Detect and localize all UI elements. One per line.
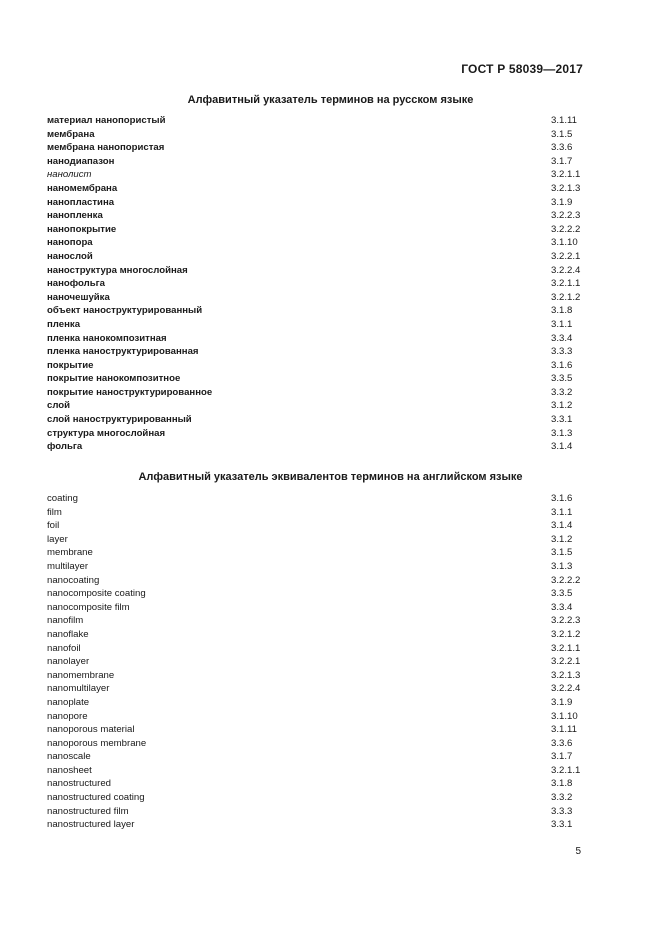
index-entry	[47, 655, 587, 669]
index-entry	[47, 345, 587, 359]
index-entry	[47, 492, 587, 506]
index-entry	[47, 236, 587, 250]
index-entry	[47, 209, 587, 223]
index-reference: 3.1.7	[551, 155, 573, 167]
index-entry	[47, 750, 587, 764]
index-entry	[47, 182, 587, 196]
index-term: multilayer	[47, 560, 89, 572]
index-entry	[47, 791, 587, 805]
index-entry	[47, 332, 587, 346]
index-term: покрытие наноструктурированное	[47, 386, 213, 398]
index-reference: 3.1.3	[551, 560, 573, 572]
index-term: nanostructured coating	[47, 792, 145, 804]
index-entry	[47, 114, 587, 128]
index-reference: 3.3.1	[551, 819, 573, 831]
russian-index-title: Алфавитный указатель терминов на русском языке	[187, 94, 474, 106]
index-reference: 3.1.6	[551, 359, 573, 371]
index-term: нанопластина	[47, 196, 115, 208]
index-reference: 3.2.2.2	[551, 223, 581, 235]
index-entry	[47, 723, 587, 737]
index-reference: 3.2.2.4	[551, 683, 581, 695]
index-term: nanomultilayer	[47, 683, 110, 695]
index-reference: 3.2.1.1	[551, 642, 581, 654]
index-reference: 3.1.1	[551, 318, 573, 330]
index-term: nanopore	[47, 710, 88, 722]
index-reference: 3.3.6	[551, 142, 573, 154]
index-reference: 3.1.4	[551, 520, 573, 532]
index-reference: 3.3.4	[551, 601, 573, 613]
index-term: слой	[47, 400, 71, 412]
index-term: nanoscale	[47, 751, 91, 763]
index-reference: 3.1.1	[551, 506, 573, 518]
index-entry	[47, 587, 587, 601]
index-reference: 3.1.7	[551, 751, 573, 763]
index-entry	[47, 399, 587, 413]
index-term: nanosheet	[47, 764, 92, 776]
index-reference: 3.3.1	[551, 414, 573, 426]
index-entry	[47, 818, 587, 832]
index-term: nanostructured layer	[47, 819, 135, 831]
index-term: нанолист	[47, 169, 92, 181]
index-reference: 3.1.11	[551, 724, 577, 736]
index-reference: 3.1.10	[551, 710, 578, 722]
index-term: фольга	[47, 441, 83, 453]
index-term: нанодиапазон	[47, 155, 115, 167]
index-term: мембрана	[47, 128, 95, 140]
index-term: структура многослойная	[47, 427, 166, 439]
index-entry	[47, 696, 587, 710]
index-entry	[47, 669, 587, 683]
index-term: наноструктура многослойная	[47, 264, 188, 276]
index-term: нанофольга	[47, 278, 105, 290]
index-reference: 3.2.2.4	[551, 264, 581, 276]
index-entry	[47, 628, 587, 642]
index-reference: 3.3.5	[551, 588, 573, 600]
index-reference: 3.2.2.1	[551, 656, 581, 668]
index-entry	[47, 805, 587, 819]
index-term: нанопленка	[47, 210, 103, 222]
index-reference: 3.1.2	[551, 533, 573, 545]
index-term: nanostructured film	[47, 805, 129, 817]
index-term: покрытие нанокомпозитное	[47, 373, 181, 385]
index-term: нанопора	[47, 237, 93, 249]
index-term: пленка	[47, 318, 81, 330]
index-term: nanoplate	[47, 696, 90, 708]
index-reference: 3.1.4	[551, 441, 573, 453]
index-entry	[47, 128, 587, 142]
index-reference: 3.1.5	[551, 128, 573, 140]
index-reference: 3.3.3	[551, 805, 573, 817]
index-entry	[47, 372, 587, 386]
index-entry	[47, 506, 587, 520]
standard-designation: ГОСТ Р 58039—2017	[461, 62, 583, 76]
index-term: nanofilm	[47, 615, 84, 627]
page-number: 5	[575, 846, 581, 857]
index-term: нанопокрытие	[47, 223, 117, 235]
index-entry	[47, 601, 587, 615]
english-index-list	[47, 492, 587, 832]
index-reference: 3.2.2.3	[551, 210, 581, 222]
index-reference: 3.3.5	[551, 373, 573, 385]
index-reference: 3.2.1.1	[551, 278, 581, 290]
index-reference: 3.2.2.3	[551, 615, 581, 627]
index-term: nanocoating	[47, 574, 100, 586]
english-index-title: Алфавитный указатель эквивалентов терминов на английском языке	[138, 471, 523, 483]
index-entry	[47, 141, 587, 155]
index-reference: 3.3.4	[551, 332, 573, 344]
index-entry	[47, 413, 587, 427]
index-term: coating	[47, 493, 78, 504]
index-term: мембрана нанопористая	[47, 142, 165, 154]
index-reference: 3.2.1.1	[551, 764, 581, 776]
index-reference: 3.1.9	[551, 696, 573, 708]
index-reference: 3.1.10	[551, 237, 578, 249]
index-term: nanomembrane	[47, 669, 115, 681]
index-entry	[47, 440, 587, 454]
index-entry	[47, 386, 587, 400]
index-reference: 3.2.2.1	[551, 250, 581, 262]
index-term: nanocomposite coating	[47, 588, 146, 600]
index-entry	[47, 304, 587, 318]
index-term: layer	[47, 533, 68, 545]
index-reference: 3.1.8	[551, 778, 573, 790]
index-reference: 3.1.11	[551, 115, 577, 126]
index-entry	[47, 710, 587, 724]
index-term: объект наноструктурированный	[47, 305, 203, 317]
index-entry	[47, 277, 587, 291]
index-term: пленка наноструктурированная	[47, 346, 199, 358]
index-entry	[47, 682, 587, 696]
index-reference: 3.3.2	[551, 386, 573, 398]
index-reference: 3.3.2	[551, 792, 573, 804]
index-reference: 3.2.1.3	[551, 669, 581, 681]
index-term: nanostructured	[47, 778, 111, 790]
index-entry	[47, 427, 587, 441]
index-entry	[47, 250, 587, 264]
index-term: нанослой	[47, 250, 93, 262]
index-entry	[47, 642, 587, 656]
index-reference: 3.1.2	[551, 400, 573, 412]
index-reference: 3.2.2.2	[551, 574, 581, 586]
index-entry	[47, 519, 587, 533]
index-term: nanocomposite film	[47, 601, 130, 613]
index-entry	[47, 614, 587, 628]
index-entry	[47, 155, 587, 169]
index-term: film	[47, 506, 62, 518]
index-reference: 3.3.6	[551, 737, 573, 749]
index-term: foil	[47, 520, 60, 532]
index-term: покрытие	[47, 359, 94, 371]
index-entry	[47, 223, 587, 237]
index-entry	[47, 168, 587, 182]
index-reference: 3.1.5	[551, 547, 573, 559]
index-reference: 3.2.1.1	[551, 169, 581, 181]
index-reference: 3.2.1.2	[551, 291, 581, 303]
index-entry	[47, 196, 587, 210]
index-entry	[47, 777, 587, 791]
index-term: наномембрана	[47, 182, 118, 194]
index-term: наночешуйка	[47, 291, 110, 303]
index-term: пленка нанокомпозитная	[47, 332, 167, 344]
index-reference: 3.3.3	[551, 346, 573, 358]
index-entry	[47, 291, 587, 305]
index-reference: 3.1.6	[551, 493, 573, 504]
index-reference: 3.2.1.2	[551, 628, 581, 640]
index-entry	[47, 560, 587, 574]
russian-index-list	[47, 114, 587, 454]
index-term: nanoporous material	[47, 724, 135, 736]
index-reference: 3.1.8	[551, 305, 573, 317]
index-term: nanolayer	[47, 656, 90, 668]
index-reference: 3.1.3	[551, 427, 573, 439]
index-entry	[47, 764, 587, 778]
index-entry	[47, 737, 587, 751]
index-entry	[47, 264, 587, 278]
index-term: nanofoil	[47, 642, 81, 654]
index-entry	[47, 574, 587, 588]
index-reference: 3.2.1.3	[551, 182, 581, 194]
index-term: слой наноструктурированный	[47, 414, 192, 426]
index-reference: 3.1.9	[551, 196, 573, 208]
index-term: membrane	[47, 547, 93, 559]
index-entry	[47, 359, 587, 373]
index-term: nanoporous membrane	[47, 737, 147, 749]
index-entry	[47, 533, 587, 547]
index-term: материал нанопористый	[47, 115, 166, 126]
index-term: nanoflake	[47, 628, 89, 640]
index-entry	[47, 546, 587, 560]
index-entry	[47, 318, 587, 332]
